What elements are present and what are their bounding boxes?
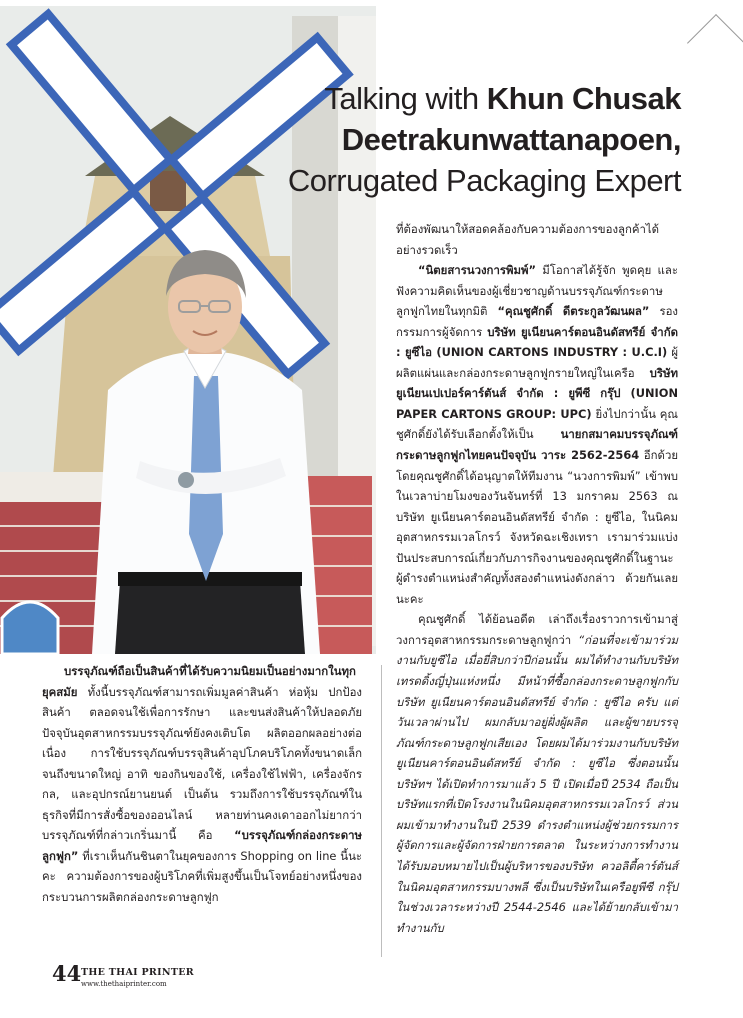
article-column-right [396, 219, 678, 938]
company-name-upc: บริษัท ยูเนียนเปเปอร์คาร์ตันส์ จำกัด : ยูพีซี กรุ๊ป (UNION PAPER CARTONS GROUP: UPC) [396, 365, 678, 421]
text-span: ผู้ผลิตแผ่นและกล่องกระดาษลูกฟูกรายใหญ่ในเครือ [396, 345, 679, 380]
text-span: ยิ่งไปกว่านั้น คุณชูศักดิ์ยังได้รับเลือกตั้งให้เป็น [396, 406, 678, 442]
page-corner-mark [687, 14, 743, 72]
text-span: ที่เราเห็นกันชินตาในยุคของการ Shopping on line นี้นะคะ ความต้องการของผู้บริโภคที่เพิ่มสูงขึ้นเป็นโจทย์อย่างหนึ่งของกระบวนการผลิตกล่องกระดาษลูกฟูก [42, 848, 362, 905]
magazine-brand: THE THAI PRINTER [81, 967, 194, 978]
magazine-name: “นิตยสารนวงการพิมพ์” [418, 263, 536, 278]
text-span: ทั้งนี้บรรจุภัณฑ์สามารถเพิ่มมูลค่าสินค้า ห่อหุ้ม ปกป้องสินค้า ตลอดจนใช้เพื่อการรักษา และขนส่งสินค้าให้ปลอดภัย ปัจจุบันอุตสาหกรรมบรรจุภัณฑ์ยังคงเติบโต ผลิตออกผลอย่างต่อเนื่อง การใช้บรรจุภัณฑ์บรรจุสินค้าอุปโภคบริโภคทั้งขนาดเล็กจนถึงขนาดใหญ่ อาทิ ของกินของใช้, เครื่องใช้ไฟฟ้า, เครื่องจักรกล, และอุปกรณ์ยานยนต์ เป็นต้น รวมถึงการใช้บรรจุภัณฑ์ในธุรกิจที่มีการสั่งซื้อของออนไลน์ หลายท่านคงเดาออกไม่ยากว่า บรรจุภัณฑ์ที่กล่าวเกริ่นมานี้ คือ [42, 684, 362, 843]
interviewee-name: “คุณชูศักดิ์ ดีตระกูลวัฒนผล” [497, 304, 650, 319]
headline-talking-with: Talking with [324, 81, 479, 116]
page-number: 44 [52, 961, 82, 986]
text-span: รองกรรมการผู้จัดการ [396, 304, 678, 339]
headline-name-first: Khun Chusak [486, 81, 681, 116]
right-paragraph-2 [396, 260, 678, 609]
right-paragraph-3 [396, 609, 678, 938]
association-title: นายกสมาคมบรรจุภัณฑ์กระดาษลูกฟูกไทยคนปัจจุบัน วาระ 2562-2564 [396, 427, 678, 463]
left-paragraph-1 [42, 661, 362, 908]
column-divider [381, 665, 382, 957]
magazine-url: www.thethaiprinter.com [81, 980, 167, 988]
text-span: อีกด้วย โดยคุณชูศักดิ์ได้อนุญาตให้ทีมงาน “นวงการพิมพ์” เข้าพบในเวลาบ่ายโมงของวันจันทร์ที่ 13 มกราคม 2563 ณ บริษัท ยูเนียนคาร์ตอนอินดัสทรีย์ จำกัด : ยูซีไอ, ในนิคมอุตสาหกรรมเวลโกรว์ จังหวัดฉะเชิงเทรา เรามาร่วมแบ่งปันประสบการณ์เกี่ยวกับภารกิจงานของคุณชูศักดิ์ในฐานะผู้ดำรงตำแหน่งสำคัญทั้งสองตำแหน่งดังกล่าว ด้วยกันเลยนะคะ [396, 448, 679, 606]
article-column-left [42, 661, 362, 908]
interview-quote: “ก่อนที่จะเข้ามาร่วมงานกับยูซีไอ เมื่อยี่สิบกว่าปีก่อนนั้น ผมได้ทำงานกับบริษัทเทรดดิ้งญี่ปุ่นแห่งหนึ่ง มีหน้าที่ซื้อกล่องกระดาษลูกฟูกกับบริษัท ยูเนียนคาร์ตอนอินดัสทรีย์ จำกัด : ยูซีไอ ครับ แต่วันเวลาผ่านไป ผมกลับมาอยู่ฝั่งผู้ผลิต และผู้ขายบรรจุภัณฑ์กระดาษลูกฟูกเสียเอง โดยผมได้มาร่วมงานกับบริษัท ยูเนียนคาร์ตอนอินดัสทรีย์ จำกัด : ยูซีไอ ซึ่งตอนนั้นบริษัทฯ ได้เปิดทำการมาแล้ว 5 ปี เปิดเมื่อปี 2534 ถือเป็นบริษัทแรกที่เปิดโรงงานในนิคมอุตสาหกรรมเวลโกรว์ ส่วนผมเข้ามาทำงานในปี 2539 ดำรงตำแหน่งผู้ช่วยกรรมการผู้จัดการและผู้จัดการฝ่ายการตลาด ในระหว่างการทำงานได้รับมอบหมายไปเป็นผู้บริหารของบริษัท ควอลิตี้คาร์ตันส์ ในนิคมอุตสาหกรรมบางพลี ซึ่งเป็นบริษัทในเครือยูพีซี กรุ๊ป ในช่วงเวลาระหว่างปี 2544-2546 และได้ย้ายกลับเข้ามาทำงานกับ [396, 632, 678, 935]
company-name-uci: บริษัท ยูเนียนคาร์ตอนอินดัสทรีย์ จำกัด : ยูซีไอ (UNION CARTONS INDUSTRY : U.C.I) [396, 324, 678, 360]
text-span: คุณชูศักดิ์ ได้ย้อนอดีต เล่าถึงเรื่องราวการเข้ามาสู่วงการอุตสาหกรรมกระดาษลูกฟูกว่า [396, 612, 678, 647]
article-headline [261, 78, 681, 201]
text-span: มีโอกาสได้รู้จัก พูดคุย และฟังความคิดเห็นของผู้เชี่ยวชาญด้านบรรจุภัณฑ์กระดาษลูกฟูกไทยในทุกมิติ [396, 263, 678, 319]
corrugated-box-term: “บรรจุภัณฑ์กล่องกระดาษลูกฟูก” [42, 828, 362, 863]
headline-subtitle: Corrugated Packaging Expert [287, 163, 681, 198]
lead-sentence: บรรจุภัณฑ์ถือเป็นสินค้าที่ได้รับความนิยมเป็นอย่างมากในทุกยุคสมัย [42, 664, 356, 699]
headline-name-last: Deetrakunwattanapoen, [341, 122, 681, 157]
headline-line-1 [261, 78, 681, 119]
right-paragraph-1: ที่ต้องพัฒนาให้สอดคล้องกับความต้องการของลูกค้าได้อย่างรวดเร็ว [396, 222, 660, 257]
